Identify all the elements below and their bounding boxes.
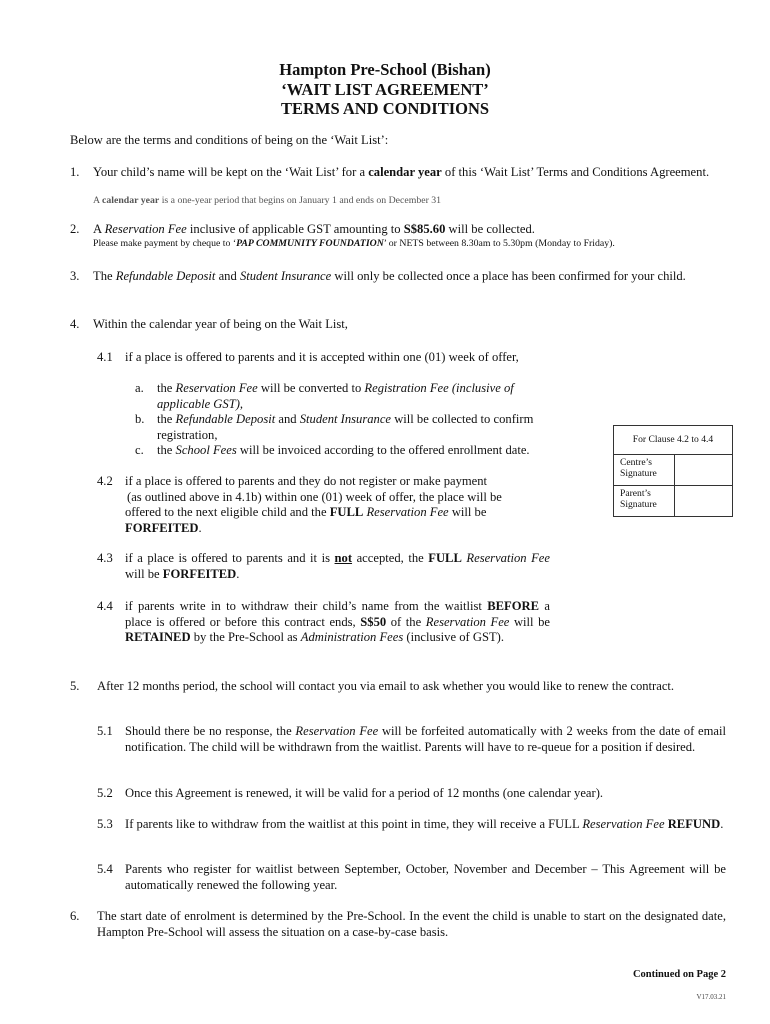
- clause-2-note: Please make payment by cheque to ‘PAP COMMUNITY FOUNDATION’ or NETS between 8.30am to 5.30pm (Monday to Friday).: [93, 238, 615, 249]
- continued-note: Continued on Page 2: [632, 969, 726, 980]
- clause-5-1: Should there be no response, the Reservation Fee will be forfeited automatically with 2 weeks from the date of email notification. The child will be withdrawn from the waitlist. Parents will have to re-queue for a position if desired.: [125, 724, 726, 754]
- clause-5-2: Once this Agreement is renewed, it will be valid for a period of 12 months (one calendar year).: [125, 786, 604, 800]
- clause-4-4-number: 4.4: [97, 599, 113, 613]
- clause-4: Within the calendar year of being on the Wait List,: [93, 317, 348, 331]
- clause-5-number: 5.: [70, 679, 80, 693]
- clause-4-1-a: the Reservation Fee will be converted to Registration Fee (inclusive of applicable GST),: [157, 381, 514, 411]
- clause-4-1-c: the School Fees will be invoiced according to the offered enrollment date.: [157, 443, 530, 457]
- clause-3: The Refundable Deposit and Student Insurance will only be collected once a place has been confirmed for your child.: [93, 269, 686, 283]
- parent-signature-field[interactable]: [675, 486, 733, 517]
- clause-5: After 12 months period, the school will contact you via email to ask whether you would like to renew the contract.: [97, 679, 675, 693]
- clause-5-3-number: 5.3: [97, 817, 113, 831]
- clause-4-1-a-label: a.: [135, 381, 144, 395]
- centre-signature-field[interactable]: [675, 455, 733, 486]
- clause-6-number: 6.: [70, 909, 80, 923]
- clause-4-3-number: 4.3: [97, 551, 113, 565]
- clause-4-4: if parents write in to withdraw their child’s name from the waitlist BEFORE a place is offered or before this contract ends, S$50 of the Reservation Fee will be RETAINED by the Pre-School as Administration Fees (inclusive of GST).: [125, 599, 550, 644]
- version-label: V17.03.21: [696, 993, 726, 1001]
- clause-4-2-number: 4.2: [97, 474, 113, 488]
- clause-1-note: A calendar year is a one-year period that begins on January 1 and ends on December 31: [93, 195, 442, 206]
- clause-2: A Reservation Fee inclusive of applicable GST amounting to S$85.60 will be collected.: [93, 222, 535, 236]
- clause-4-3: if a place is offered to parents and it is not accepted, the FULL Reservation Fee will be FORFEITED.: [125, 551, 550, 581]
- title-terms: TERMS AND CONDITIONS: [280, 99, 490, 118]
- title-agreement: ‘WAIT LIST AGREEMENT’: [281, 79, 489, 99]
- document-title: [0, 60, 770, 119]
- signature-box-header: For Clause 4.2 to 4.4: [614, 426, 733, 455]
- clause-4-1-b: the Refundable Deposit and Student Insurance will be collected to confirm registration,: [157, 412, 534, 442]
- parent-signature-label: Parent’s Signature: [614, 486, 675, 517]
- clause-4-1-number: 4.1: [97, 350, 113, 364]
- clause-3-number: 3.: [70, 269, 80, 283]
- clause-5-4: Parents who register for waitlist between September, October, November and December – This Agreement will be automatically renewed the following year.: [125, 862, 726, 892]
- clause-1: Your child’s name will be kept on the ‘Wait List’ for a calendar year of this ‘Wait List’ Terms and Conditions Agreement.: [93, 165, 710, 179]
- clause-4-1: if a place is offered to parents and it is accepted within one (01) week of offer,: [125, 350, 519, 364]
- intro-text: Below are the terms and conditions of being on the ‘Wait List’:: [70, 133, 389, 147]
- centre-signature-label: Centre’s Signature: [614, 455, 675, 486]
- clause-6: The start date of enrolment is determined by the Pre-School. In the event the child is unable to start on the designated date, Hampton Pre-School will assess the situation on a case-by-case basis.: [97, 909, 726, 939]
- clause-4-number: 4.: [70, 317, 80, 331]
- clause-2-number: 2.: [70, 222, 80, 236]
- clause-4-1-b-label: b.: [135, 412, 145, 426]
- clause-5-3: If parents like to withdraw from the waitlist at this point in time, they will receive a FULL Reservation Fee REFUND.: [125, 817, 724, 831]
- signature-box: [613, 425, 733, 517]
- clause-4-1-c-label: c.: [135, 443, 144, 457]
- clause-5-1-number: 5.1: [97, 724, 113, 738]
- clause-5-2-number: 5.2: [97, 786, 113, 800]
- clause-4-2: if a place is offered to parents and they do not register or make payment (as outlined above in 4.1b) within one (01) week of offer, the place will be offered to the next eligible child and the FULL Reservation Fee will be FORFEITED.: [125, 474, 502, 535]
- title-school: Hampton Pre-School (Bishan): [279, 60, 491, 79]
- clause-5-4-number: 5.4: [97, 862, 113, 876]
- clause-1-number: 1.: [70, 165, 80, 179]
